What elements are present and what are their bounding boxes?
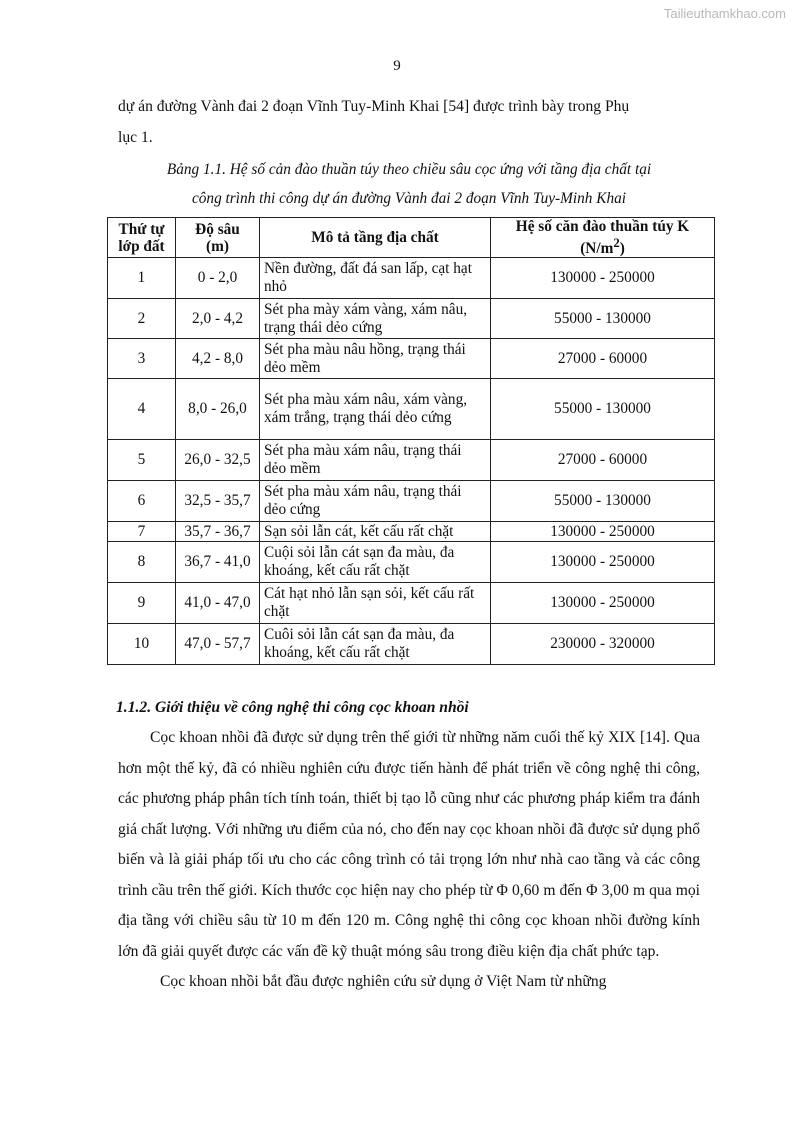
cell-layer: 7 — [108, 522, 176, 542]
watermark: Tailieuthamkhao.com — [663, 6, 786, 21]
cell-coefficient: 230000 - 320000 — [491, 624, 715, 665]
table-row — [108, 522, 715, 542]
intro-paragraph — [118, 92, 700, 153]
section-heading: 1.1.2. Giới thiệu về công nghệ thi công cọc khoan nhồi — [116, 699, 469, 717]
cell-coefficient: 130000 - 250000 — [491, 522, 715, 542]
table-row — [108, 583, 715, 624]
header-depth: Độ sâu (m) — [176, 218, 260, 258]
cell-layer: 6 — [108, 481, 176, 522]
cell-depth: 2,0 - 4,2 — [176, 299, 260, 339]
cell-coefficient: 130000 - 250000 — [491, 583, 715, 624]
cell-layer: 10 — [108, 624, 176, 665]
cell-layer: 3 — [108, 339, 176, 379]
cell-depth: 35,7 - 36,7 — [176, 522, 260, 542]
cell-layer: 1 — [108, 258, 176, 299]
cell-description: Sét pha màu xám nâu, trạng thái dẻo mềm — [260, 440, 491, 481]
cell-coefficient: 55000 - 130000 — [491, 299, 715, 339]
cell-layer: 2 — [108, 299, 176, 339]
cell-description: Sét pha màu xám nâu, trạng thái dẻo cứng — [260, 481, 491, 522]
table-row — [108, 379, 715, 440]
cell-layer: 4 — [108, 379, 176, 440]
caption-line-2: công trình thi công dự án đường Vành đai 2 đoạn Vĩnh Tuy-Minh Khai — [191, 190, 627, 207]
cell-description: Sạn sỏi lẫn cát, kết cấu rất chặt — [260, 522, 491, 542]
caption-line-1: Bảng 1.1. Hệ số cản đào thuần túy theo chiều sâu cọc ứng với tầng địa chất tại — [166, 161, 652, 178]
cell-description: Cuôi sỏi lẫn cát sạn đa màu, đa khoáng, kết cấu rất chặt — [260, 624, 491, 665]
header-layer: Thứ tự lớp đất — [108, 218, 176, 258]
table-header-row — [108, 218, 715, 258]
table-row — [108, 542, 715, 583]
cell-coefficient: 130000 - 250000 — [491, 542, 715, 583]
cell-depth: 47,0 - 57,7 — [176, 624, 260, 665]
cell-depth: 0 - 2,0 — [176, 258, 260, 299]
cell-depth: 41,0 - 47,0 — [176, 583, 260, 624]
cell-coefficient: 130000 - 250000 — [491, 258, 715, 299]
cell-depth: 36,7 - 41,0 — [176, 542, 260, 583]
cell-depth: 4,2 - 8,0 — [176, 339, 260, 379]
intro-line-2: lục 1. — [118, 128, 153, 146]
table-row — [108, 299, 715, 339]
cell-depth: 32,5 - 35,7 — [176, 481, 260, 522]
header-description: Mô tả tầng địa chất — [260, 218, 491, 258]
intro-line-1: dự án đường Vành đai 2 đoạn Vĩnh Tuy-Minh Khai [54] được trình bày trong Phụ — [118, 98, 630, 115]
table-row — [108, 481, 715, 522]
cell-description: Cuội sỏi lẫn cát sạn đa màu, đa khoáng, kết cấu rất chặt — [260, 542, 491, 583]
table-row — [108, 440, 715, 481]
cell-description: Sét pha màu nâu hồng, trạng thái dẻo mềm — [260, 339, 491, 379]
cell-description: Cát hạt nhỏ lẫn sạn sỏi, kết cấu rất chặt — [260, 583, 491, 624]
cell-depth: 8,0 - 26,0 — [176, 379, 260, 440]
cell-coefficient: 27000 - 60000 — [491, 440, 715, 481]
page-number: 9 — [393, 58, 401, 74]
table-row — [108, 624, 715, 665]
table-caption — [118, 155, 700, 213]
cell-description: Sét pha màu xám nâu, xám vàng, xám trắng, trạng thái dẻo cứng — [260, 379, 491, 440]
cell-coefficient: 27000 - 60000 — [491, 339, 715, 379]
table-row — [108, 339, 715, 379]
cell-description: Nền đường, đất đá san lấp, cạt hạt nhỏ — [260, 258, 491, 299]
header-coefficient: Hệ số căn đào thuần túy K $(N/m^2)$ — [491, 218, 715, 258]
cell-layer: 5 — [108, 440, 176, 481]
cell-description: Sét pha mày xám vàng, xám nâu, trạng thái dẻo cứng — [260, 299, 491, 339]
cell-layer: 8 — [108, 542, 176, 583]
cell-coefficient: 55000 - 130000 — [491, 379, 715, 440]
cell-depth: 26,0 - 32,5 — [176, 440, 260, 481]
section-paragraph-1: Cọc khoan nhồi đã được sử dụng trên thế giới từ những năm cuối thế kỷ XIX [14]. Qua hơn một thế kỷ, đã có nhiều nghiên cứu được tiến hành để phát triển về công nghệ thi công, các phương pháp phân tích tính toán, thiết bị tạo lỗ cũng như các phương pháp kiểm tra đánh giá chất lượng. Với những ưu điểm của nó, cho đến nay cọc khoan nhồi đã được sử dụng phổ biến và là giải pháp tối ưu cho các công trình có tải trọng lớn như nhà cao tầng và các công trình cầu trên thế giới. Kích thước cọc hiện nay cho phép từ Φ 0,60 m đến Φ 3,00 m qua mọi địa tầng với chiều sâu từ 10 m đến 120 m. Công nghệ thi công cọc khoan nhồi đường kính lớn đã giải quyết được các vấn đề kỹ thuật móng sâu trong điều kiện địa chất phức tạp. — [118, 729, 700, 960]
document-body — [118, 92, 700, 998]
cell-coefficient: 55000 - 130000 — [491, 481, 715, 522]
table-row — [108, 258, 715, 299]
geology-table — [107, 217, 715, 665]
section-paragraph-2: Cọc khoan nhồi bắt đầu được nghiên cứu sử dụng ở Việt Nam từ những — [160, 973, 607, 991]
cell-layer: 9 — [108, 583, 176, 624]
